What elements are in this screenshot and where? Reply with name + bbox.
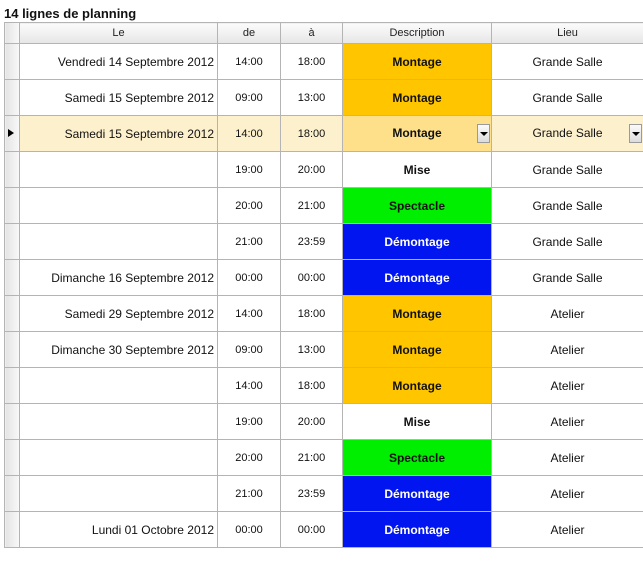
row-selector[interactable]: [5, 332, 20, 368]
start-time-cell[interactable]: 14:00: [218, 296, 281, 332]
table-row[interactable]: [5, 332, 643, 368]
lieu-cell[interactable]: Atelier: [492, 440, 643, 476]
start-time-cell[interactable]: 19:00: [218, 404, 281, 440]
lieu-cell[interactable]: Grande Salle: [492, 188, 643, 224]
row-selector[interactable]: [5, 296, 20, 332]
row-selector[interactable]: [5, 260, 20, 296]
end-time-cell[interactable]: 21:00: [281, 188, 343, 224]
lieu-cell[interactable]: Grande Salle: [492, 224, 643, 260]
description-cell[interactable]: Mise: [343, 404, 492, 440]
start-time-cell[interactable]: 09:00: [218, 332, 281, 368]
date-cell[interactable]: [20, 224, 218, 260]
end-time-cell[interactable]: 20:00: [281, 404, 343, 440]
lieu-cell[interactable]: Atelier: [492, 368, 643, 404]
table-row[interactable]: [5, 188, 643, 224]
description-cell[interactable]: Montage: [343, 332, 492, 368]
lieu-cell[interactable]: Grande Salle: [492, 260, 643, 296]
date-cell[interactable]: Dimanche 30 Septembre 2012: [20, 332, 218, 368]
lieu-cell[interactable]: Atelier: [492, 512, 643, 548]
end-time-cell[interactable]: 23:59: [281, 224, 343, 260]
lieu-cell[interactable]: Grande Salle: [492, 152, 643, 188]
row-selector[interactable]: [5, 80, 20, 116]
lieu-cell[interactable]: Grande Salle: [492, 80, 643, 116]
table-row[interactable]: [5, 116, 643, 152]
description-cell[interactable]: Mise: [343, 152, 492, 188]
lieu-cell[interactable]: Grande Salle: [492, 44, 643, 80]
row-selector[interactable]: [5, 44, 20, 80]
description-value: Montage: [392, 126, 442, 140]
table-row[interactable]: [5, 260, 643, 296]
date-cell[interactable]: Lundi 01 Octobre 2012: [20, 512, 218, 548]
start-time-cell[interactable]: 00:00: [218, 260, 281, 296]
row-selector[interactable]: [5, 512, 20, 548]
table-row[interactable]: [5, 440, 643, 476]
grid-body: [5, 44, 643, 548]
row-selector-header[interactable]: [5, 23, 20, 44]
table-row[interactable]: [5, 44, 643, 80]
start-time-cell[interactable]: 00:00: [218, 512, 281, 548]
table-row[interactable]: [5, 80, 643, 116]
description-cell[interactable]: Démontage: [343, 476, 492, 512]
start-time-cell[interactable]: 14:00: [218, 116, 281, 152]
table-row[interactable]: [5, 296, 643, 332]
date-cell[interactable]: [20, 404, 218, 440]
row-selector[interactable]: [5, 152, 20, 188]
end-time-cell[interactable]: 18:00: [281, 116, 343, 152]
end-time-cell[interactable]: 21:00: [281, 440, 343, 476]
row-selector[interactable]: [5, 116, 20, 152]
row-selector[interactable]: [5, 224, 20, 260]
lieu-cell[interactable]: Atelier: [492, 332, 643, 368]
table-row[interactable]: [5, 152, 643, 188]
lieu-cell[interactable]: Atelier: [492, 296, 643, 332]
date-cell[interactable]: [20, 188, 218, 224]
end-time-cell[interactable]: 00:00: [281, 260, 343, 296]
row-selector[interactable]: [5, 368, 20, 404]
end-time-cell[interactable]: 18:00: [281, 296, 343, 332]
description-cell[interactable]: [343, 116, 492, 152]
column-header-lieu[interactable]: Lieu: [492, 23, 643, 44]
date-cell[interactable]: Dimanche 16 Septembre 2012: [20, 260, 218, 296]
description-cell[interactable]: Spectacle: [343, 440, 492, 476]
lieu-cell[interactable]: Atelier: [492, 476, 643, 512]
column-header-description[interactable]: Description: [343, 23, 492, 44]
description-cell[interactable]: Montage: [343, 296, 492, 332]
start-time-cell[interactable]: 14:00: [218, 368, 281, 404]
start-time-cell[interactable]: 19:00: [218, 152, 281, 188]
row-selector[interactable]: [5, 188, 20, 224]
end-time-cell[interactable]: 00:00: [281, 512, 343, 548]
start-time-cell[interactable]: 20:00: [218, 440, 281, 476]
date-cell[interactable]: Samedi 29 Septembre 2012: [20, 296, 218, 332]
description-cell[interactable]: Spectacle: [343, 188, 492, 224]
end-time-cell[interactable]: 18:00: [281, 368, 343, 404]
date-cell[interactable]: [20, 440, 218, 476]
description-cell[interactable]: Montage: [343, 44, 492, 80]
description-cell[interactable]: Montage: [343, 368, 492, 404]
table-row[interactable]: [5, 368, 643, 404]
end-time-cell[interactable]: 23:59: [281, 476, 343, 512]
end-time-cell[interactable]: 20:00: [281, 152, 343, 188]
header-row: [5, 23, 643, 44]
date-cell[interactable]: Samedi 15 Septembre 2012: [20, 80, 218, 116]
table-row[interactable]: [5, 224, 643, 260]
row-selector[interactable]: [5, 440, 20, 476]
start-time-cell[interactable]: 14:00: [218, 44, 281, 80]
lieu-value: Grande Salle: [532, 126, 603, 140]
description-cell[interactable]: Démontage: [343, 224, 492, 260]
current-row-arrow-icon: [8, 129, 14, 137]
start-time-cell[interactable]: 20:00: [218, 188, 281, 224]
lieu-cell[interactable]: [492, 116, 643, 152]
table-row[interactable]: [5, 476, 643, 512]
start-time-cell[interactable]: 09:00: [218, 80, 281, 116]
date-cell[interactable]: [20, 476, 218, 512]
description-cell[interactable]: Montage: [343, 80, 492, 116]
description-cell[interactable]: Démontage: [343, 260, 492, 296]
date-cell[interactable]: [20, 368, 218, 404]
date-cell[interactable]: Samedi 15 Septembre 2012: [20, 116, 218, 152]
column-header-de[interactable]: de: [218, 23, 281, 44]
column-header-a[interactable]: à: [281, 23, 343, 44]
date-cell[interactable]: Vendredi 14 Septembre 2012: [20, 44, 218, 80]
start-time-cell[interactable]: 21:00: [218, 476, 281, 512]
description-cell[interactable]: Démontage: [343, 512, 492, 548]
table-row[interactable]: [5, 404, 643, 440]
end-time-cell[interactable]: 13:00: [281, 332, 343, 368]
row-selector[interactable]: [5, 476, 20, 512]
lieu-dropdown-button[interactable]: [629, 124, 642, 143]
planning-grid: [4, 22, 643, 548]
column-header-le[interactable]: Le: [20, 23, 218, 44]
end-time-cell[interactable]: 13:00: [281, 80, 343, 116]
table-row[interactable]: [5, 512, 643, 548]
row-selector[interactable]: [5, 404, 20, 440]
planning-title: 14 lignes de planning: [4, 6, 137, 21]
lieu-cell[interactable]: Atelier: [492, 404, 643, 440]
end-time-cell[interactable]: 18:00: [281, 44, 343, 80]
start-time-cell[interactable]: 21:00: [218, 224, 281, 260]
description-dropdown-button[interactable]: [477, 124, 490, 143]
date-cell[interactable]: [20, 152, 218, 188]
